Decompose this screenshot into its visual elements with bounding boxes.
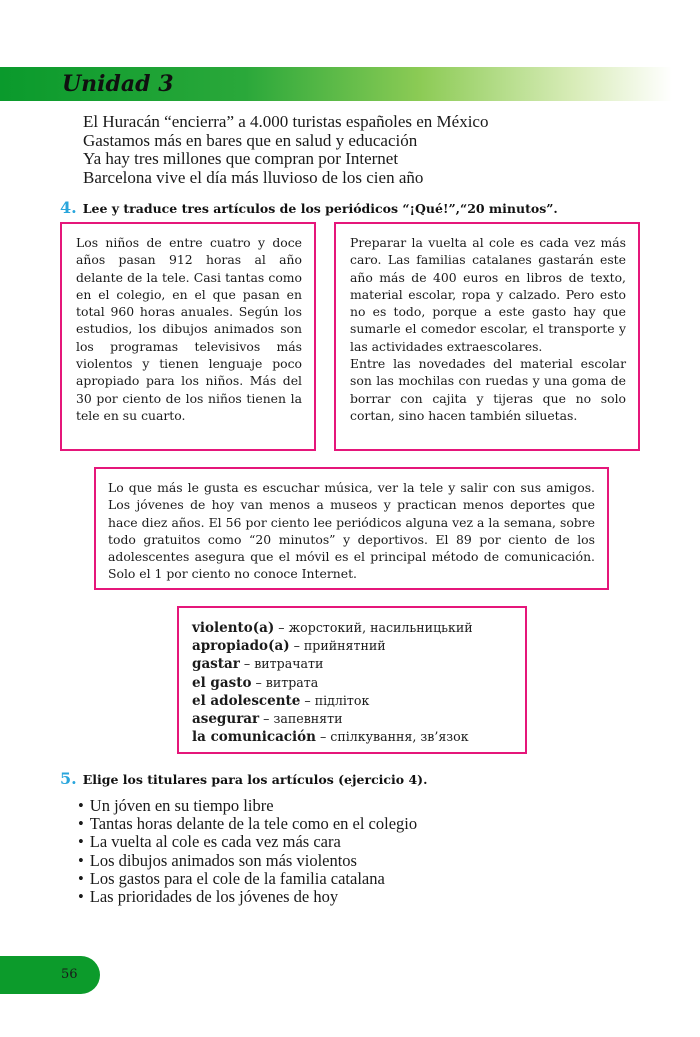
list-item: • Tantas horas delante de la tele como en el colegio <box>78 815 417 833</box>
vocab-word: asegurar <box>192 711 260 728</box>
list-item: • Las prioridades de los jóvenes de hoy <box>78 888 417 906</box>
headline-list <box>83 113 488 187</box>
vocab-row <box>192 710 513 728</box>
article-text: Entre las novedades del material escolar son las mochilas con ruedas y una goma de borrar con cajita y tijeras que no solo cortan, sino hacen también siluetas. <box>350 356 626 423</box>
list-item: • Los gastos para el cole de la familia catalana <box>78 870 417 888</box>
vocab-translation: – запевняти <box>259 711 343 727</box>
headline: Gastamos más en bares que en salud y educación <box>83 130 418 150</box>
vocab-translation: – підліток <box>300 692 370 708</box>
list-item: • Los dibujos animados son más violentos <box>78 852 417 870</box>
headline: Ya hay tres millones que compran por Internet <box>83 149 399 168</box>
vocab-word: el gasto <box>192 674 252 691</box>
headline: Barcelona vive el día más lluvioso de los cien año <box>83 167 424 187</box>
vocab-word: el adolescente <box>192 692 301 709</box>
page-number-tab <box>0 956 100 994</box>
vocab-row <box>192 655 513 673</box>
exercise-number: 4. <box>60 198 77 217</box>
vocab-word: gastar <box>192 656 240 673</box>
exercise-4-heading <box>60 198 558 217</box>
page-number: 56 <box>61 967 78 982</box>
vocab-translation: – прийнятний <box>289 638 386 654</box>
article-text: Lo que más le gusta es escuchar música, ver la tele y salir con sus amigos. Los jóvenes de hoy van menos a museos y practican menos deportes que hace diez años. El 56 por ciento lee periódicos alguna vez a la semana, sobre todo gratuitos como “20 minutos” y deportivos. El 89 por ciento de los adolescentes asegura que el móvil es el principal método de comunicación. Solo el 1 por ciento no conoce Internet. <box>108 480 595 582</box>
vocab-translation: – спілкування, зв’язок <box>315 729 469 745</box>
vocab-row <box>192 674 513 692</box>
vocab-row <box>192 637 513 655</box>
article-box-tv <box>60 222 316 451</box>
article-text: Preparar la vuelta al cole es cada vez más caro. Las familias catalanes gastarán este año más de 400 euros en libros de texto, material escolar, ropa y calzado. Pero esto no es todo, porque a este gasto hay que sumarle el comedor escolar, el transporte y las actividades extraescolares. <box>350 235 626 354</box>
vocab-translation: – витрата <box>251 674 319 690</box>
headline: El Huracán “encierra” a 4.000 turistas españoles en México <box>83 112 489 131</box>
exercise-number: 5. <box>60 769 77 788</box>
vocab-row <box>192 692 513 710</box>
vocab-row <box>192 728 513 746</box>
list-item: • Un jóven en su tiempo libre <box>78 797 417 815</box>
exercise-5-heading <box>60 769 427 788</box>
article-box-school-costs <box>334 222 640 451</box>
article-box-youth <box>94 467 609 590</box>
headline-options-list <box>78 797 417 906</box>
vocab-translation: – витрачати <box>239 656 324 672</box>
exercise-instruction: Elige los titulares para los artículos (ejercicio 4). <box>82 772 428 787</box>
list-item: • La vuelta al cole es cada vez más cara <box>78 833 417 851</box>
article-text: Los niños de entre cuatro y doce años pasan 912 horas al año delante de la tele. Casi tantas como en el colegio, en el que pasan en total 960 horas anuales. Según los estudios, los dibujos animados son los programas televisivos más violentos y tienen lenguaje poco apropiado para los niños. Más del 30 por ciento de los niños tienen la tele en su cuarto. <box>76 235 302 423</box>
unit-title: Unidad 3 <box>62 71 174 97</box>
vocabulary-box <box>177 606 527 754</box>
vocab-word: apropiado(a) <box>192 638 290 655</box>
vocab-word: violento(a) <box>192 620 275 636</box>
vocab-row <box>192 619 513 637</box>
exercise-instruction: Lee y traduce tres artículos de los periódicos “¡Qué!”,“20 minutos”. <box>82 201 558 216</box>
vocab-word: la comunicación <box>192 729 316 746</box>
vocab-translation: – жорстокий, насильницький <box>274 620 473 635</box>
